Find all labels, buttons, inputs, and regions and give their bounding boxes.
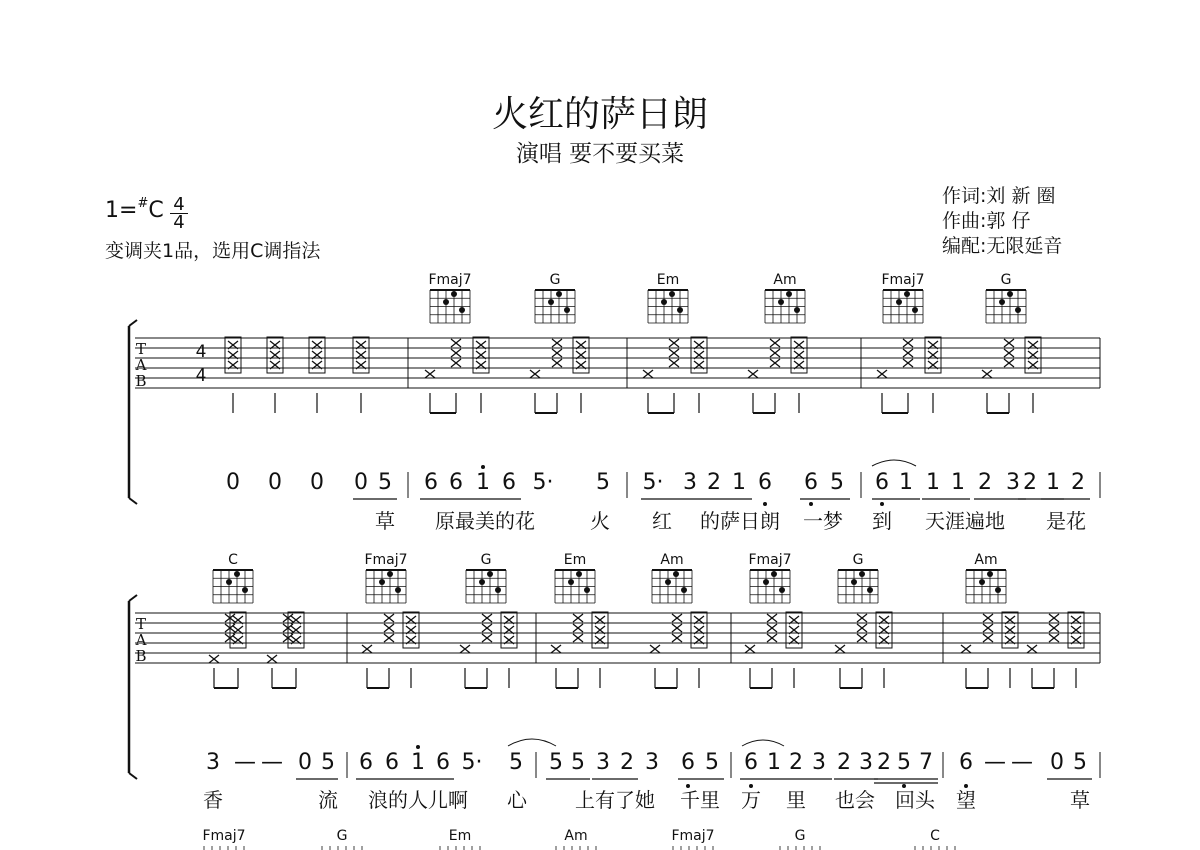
lyric: 原最美的花 [435, 509, 535, 533]
finger-dot [495, 587, 501, 593]
system-bracket [129, 320, 137, 326]
jianpu-note: 5 [596, 470, 610, 495]
finger-dot [479, 579, 485, 585]
lyric: 万 [741, 788, 761, 812]
jianpu-note: 6 [744, 750, 758, 775]
finger-dot [778, 299, 784, 305]
finger-dot [226, 579, 232, 585]
lyric: 一梦 [803, 509, 843, 533]
finger-dot [387, 571, 393, 577]
jianpu-note: 1 [899, 470, 913, 495]
jianpu-note: 5 [509, 750, 523, 775]
finger-dot [1007, 291, 1013, 297]
singer-line: 演唱 要不要买菜 [515, 141, 685, 167]
jianpu-note: 3 [812, 750, 826, 775]
slur [742, 740, 784, 746]
jianpu-note: 1 [1046, 470, 1060, 495]
tab-time: 4 [195, 366, 207, 386]
chord-name: G [852, 552, 864, 568]
jianpu-note: 2 [1023, 470, 1037, 495]
finger-dot [451, 291, 457, 297]
jianpu-note: 6 [758, 470, 772, 495]
finger-dot [896, 299, 902, 305]
finger-dot [681, 587, 687, 593]
jianpu-note: — [234, 750, 256, 775]
finger-dot [443, 299, 449, 305]
finger-dot [661, 299, 667, 305]
finger-dot [665, 579, 671, 585]
lyric: 的萨日朗 [700, 509, 780, 533]
finger-dot [859, 571, 865, 577]
jianpu-note: 0 [268, 470, 282, 495]
jianpu-note: 2 [620, 750, 634, 775]
finger-dot [548, 299, 554, 305]
jianpu-note: 6 [804, 470, 818, 495]
tab-letter: T [135, 340, 147, 358]
finger-dot [867, 587, 873, 593]
jianpu-note: 5 [705, 750, 719, 775]
jianpu-note: 0 [1050, 750, 1064, 775]
lyric: 草 [375, 509, 395, 533]
lyric: 里 [786, 788, 806, 812]
chord-name: Am [660, 552, 684, 568]
sharp-sign: # [137, 196, 149, 211]
jianpu-note: 3 [206, 750, 220, 775]
finger-dot [794, 307, 800, 313]
jianpu-note: 0 [226, 470, 240, 495]
chord-name: Am [564, 828, 588, 844]
jianpu-note: 6 [359, 750, 373, 775]
lyric: 天涯遍地 [925, 509, 1005, 533]
song-title: 火红的萨日朗 [491, 94, 708, 135]
jianpu-note: 5 [571, 750, 585, 775]
chord-name: Em [448, 828, 472, 844]
chord-name: Fmaj7 [428, 272, 472, 288]
finger-dot [673, 571, 679, 577]
composer: 作曲:郭 仔 [942, 210, 1031, 232]
jianpu-note: 5 [830, 470, 844, 495]
time-bottom: 4 [170, 213, 188, 231]
jianpu-note: 5· [461, 750, 483, 775]
jianpu-note: 0 [298, 750, 312, 775]
jianpu-note: 2 [877, 750, 891, 775]
jianpu-note: 2 [789, 750, 803, 775]
lyric: 也会 [835, 788, 875, 812]
lyric: 草 [1070, 788, 1090, 812]
tab-letter: B [135, 372, 147, 390]
jianpu-note: 5 [897, 750, 911, 775]
chord-name: Em [656, 272, 680, 288]
lyric: 望 [956, 788, 976, 812]
finger-dot [771, 571, 777, 577]
jianpu-note: 2 [707, 470, 721, 495]
jianpu-note: 5 [321, 750, 335, 775]
finger-dot [395, 587, 401, 593]
lyricist: 作词:刘 新 圈 [942, 185, 1056, 207]
jianpu-note: 6 [875, 470, 889, 495]
slur [508, 739, 556, 746]
chord-name: Am [773, 272, 797, 288]
chord-name: G [549, 272, 561, 288]
lyric: 是花 [1046, 509, 1086, 533]
chord-name: G [794, 828, 806, 844]
chord-name: Fmaj7 [364, 552, 408, 568]
lyric: 浪的人儿啊 [368, 788, 468, 812]
chord-name: C [228, 552, 238, 568]
finger-dot [1015, 307, 1021, 313]
jianpu-note: — [261, 750, 283, 775]
high-dot [481, 465, 485, 469]
jianpu-note: 1 [926, 470, 940, 495]
finger-dot [584, 587, 590, 593]
chord-name: Fmaj7 [202, 828, 246, 844]
jianpu-note: 1 [476, 470, 490, 495]
lyric: 心 [507, 788, 527, 812]
lyric: 香 [203, 788, 223, 812]
chord-name: Fmaj7 [881, 272, 925, 288]
finger-dot [234, 571, 240, 577]
jianpu-note: 3 [1006, 470, 1020, 495]
finger-dot [763, 579, 769, 585]
jianpu-note: 6 [959, 750, 973, 775]
finger-dot [912, 307, 918, 313]
jianpu-note: 5 [1073, 750, 1087, 775]
system-bracket [129, 498, 137, 504]
jianpu-note: 3 [683, 470, 697, 495]
jianpu-note: 1 [767, 750, 781, 775]
jianpu-note: 5· [642, 470, 664, 495]
jianpu-note: 6 [436, 750, 450, 775]
lyric: 回头 [895, 788, 935, 812]
high-dot [416, 745, 420, 749]
jianpu-note: — [1011, 750, 1033, 775]
jianpu-note: 6 [385, 750, 399, 775]
tab-time: 4 [195, 342, 207, 362]
jianpu-note: 1 [951, 470, 965, 495]
finger-dot [999, 299, 1005, 305]
finger-dot [779, 587, 785, 593]
chord-name: G [336, 828, 348, 844]
finger-dot [669, 291, 675, 297]
tab-letter: B [135, 647, 147, 665]
jianpu-note: — [984, 750, 1006, 775]
jianpu-note: 1 [411, 750, 425, 775]
chord-name: G [1000, 272, 1012, 288]
jianpu-note: 6 [449, 470, 463, 495]
jianpu-note: 5 [378, 470, 392, 495]
system-bracket [129, 595, 137, 601]
finger-dot [564, 307, 570, 313]
capo-note: 变调夹1品，选用C调指法 [105, 240, 321, 262]
lyric: 流 [318, 788, 338, 812]
finger-dot [851, 579, 857, 585]
lyric: 到 [872, 509, 892, 533]
tab-letter: T [135, 615, 147, 633]
tab-letter: A [135, 631, 147, 649]
lyric: 红 [652, 509, 672, 533]
jianpu-note: 6 [424, 470, 438, 495]
finger-dot [677, 307, 683, 313]
jianpu-note: 3 [859, 750, 873, 775]
finger-dot [576, 571, 582, 577]
time-top: 4 [173, 194, 185, 215]
finger-dot [487, 571, 493, 577]
finger-dot [979, 579, 985, 585]
tab-letter: A [135, 356, 147, 374]
chord-name: Em [563, 552, 587, 568]
finger-dot [459, 307, 465, 313]
jianpu-note: 3 [596, 750, 610, 775]
chord-name: Am [974, 552, 998, 568]
finger-dot [556, 291, 562, 297]
jianpu-note: 0 [354, 470, 368, 495]
key-note: C [148, 198, 164, 223]
jianpu-note: 3 [645, 750, 659, 775]
finger-dot [568, 579, 574, 585]
finger-dot [904, 291, 910, 297]
arranger: 编配:无限延音 [942, 235, 1063, 257]
key-prefix: 1= [105, 198, 138, 223]
jianpu-note: 6 [502, 470, 516, 495]
chord-name: Fmaj7 [671, 828, 715, 844]
chord-name: G [480, 552, 492, 568]
jianpu-note: 2 [1071, 470, 1085, 495]
finger-dot [987, 571, 993, 577]
slur [872, 460, 916, 466]
finger-dot [379, 579, 385, 585]
jianpu-note: 2 [978, 470, 992, 495]
jianpu-note: 1 [732, 470, 746, 495]
chord-name: C [930, 828, 940, 844]
lyric: 千里 [680, 788, 720, 812]
jianpu-note: 2 [837, 750, 851, 775]
finger-dot [242, 587, 248, 593]
system-bracket [129, 773, 137, 779]
jianpu-note: 6 [681, 750, 695, 775]
jianpu-note: 7 [919, 750, 933, 775]
jianpu-note: 5· [532, 470, 554, 495]
finger-dot [995, 587, 1001, 593]
lyric: 火 [590, 509, 610, 533]
jianpu-note: 5 [549, 750, 563, 775]
chord-name: Fmaj7 [748, 552, 792, 568]
jianpu-note: 0 [310, 470, 324, 495]
lyric: 上有了她 [575, 788, 655, 812]
finger-dot [786, 291, 792, 297]
